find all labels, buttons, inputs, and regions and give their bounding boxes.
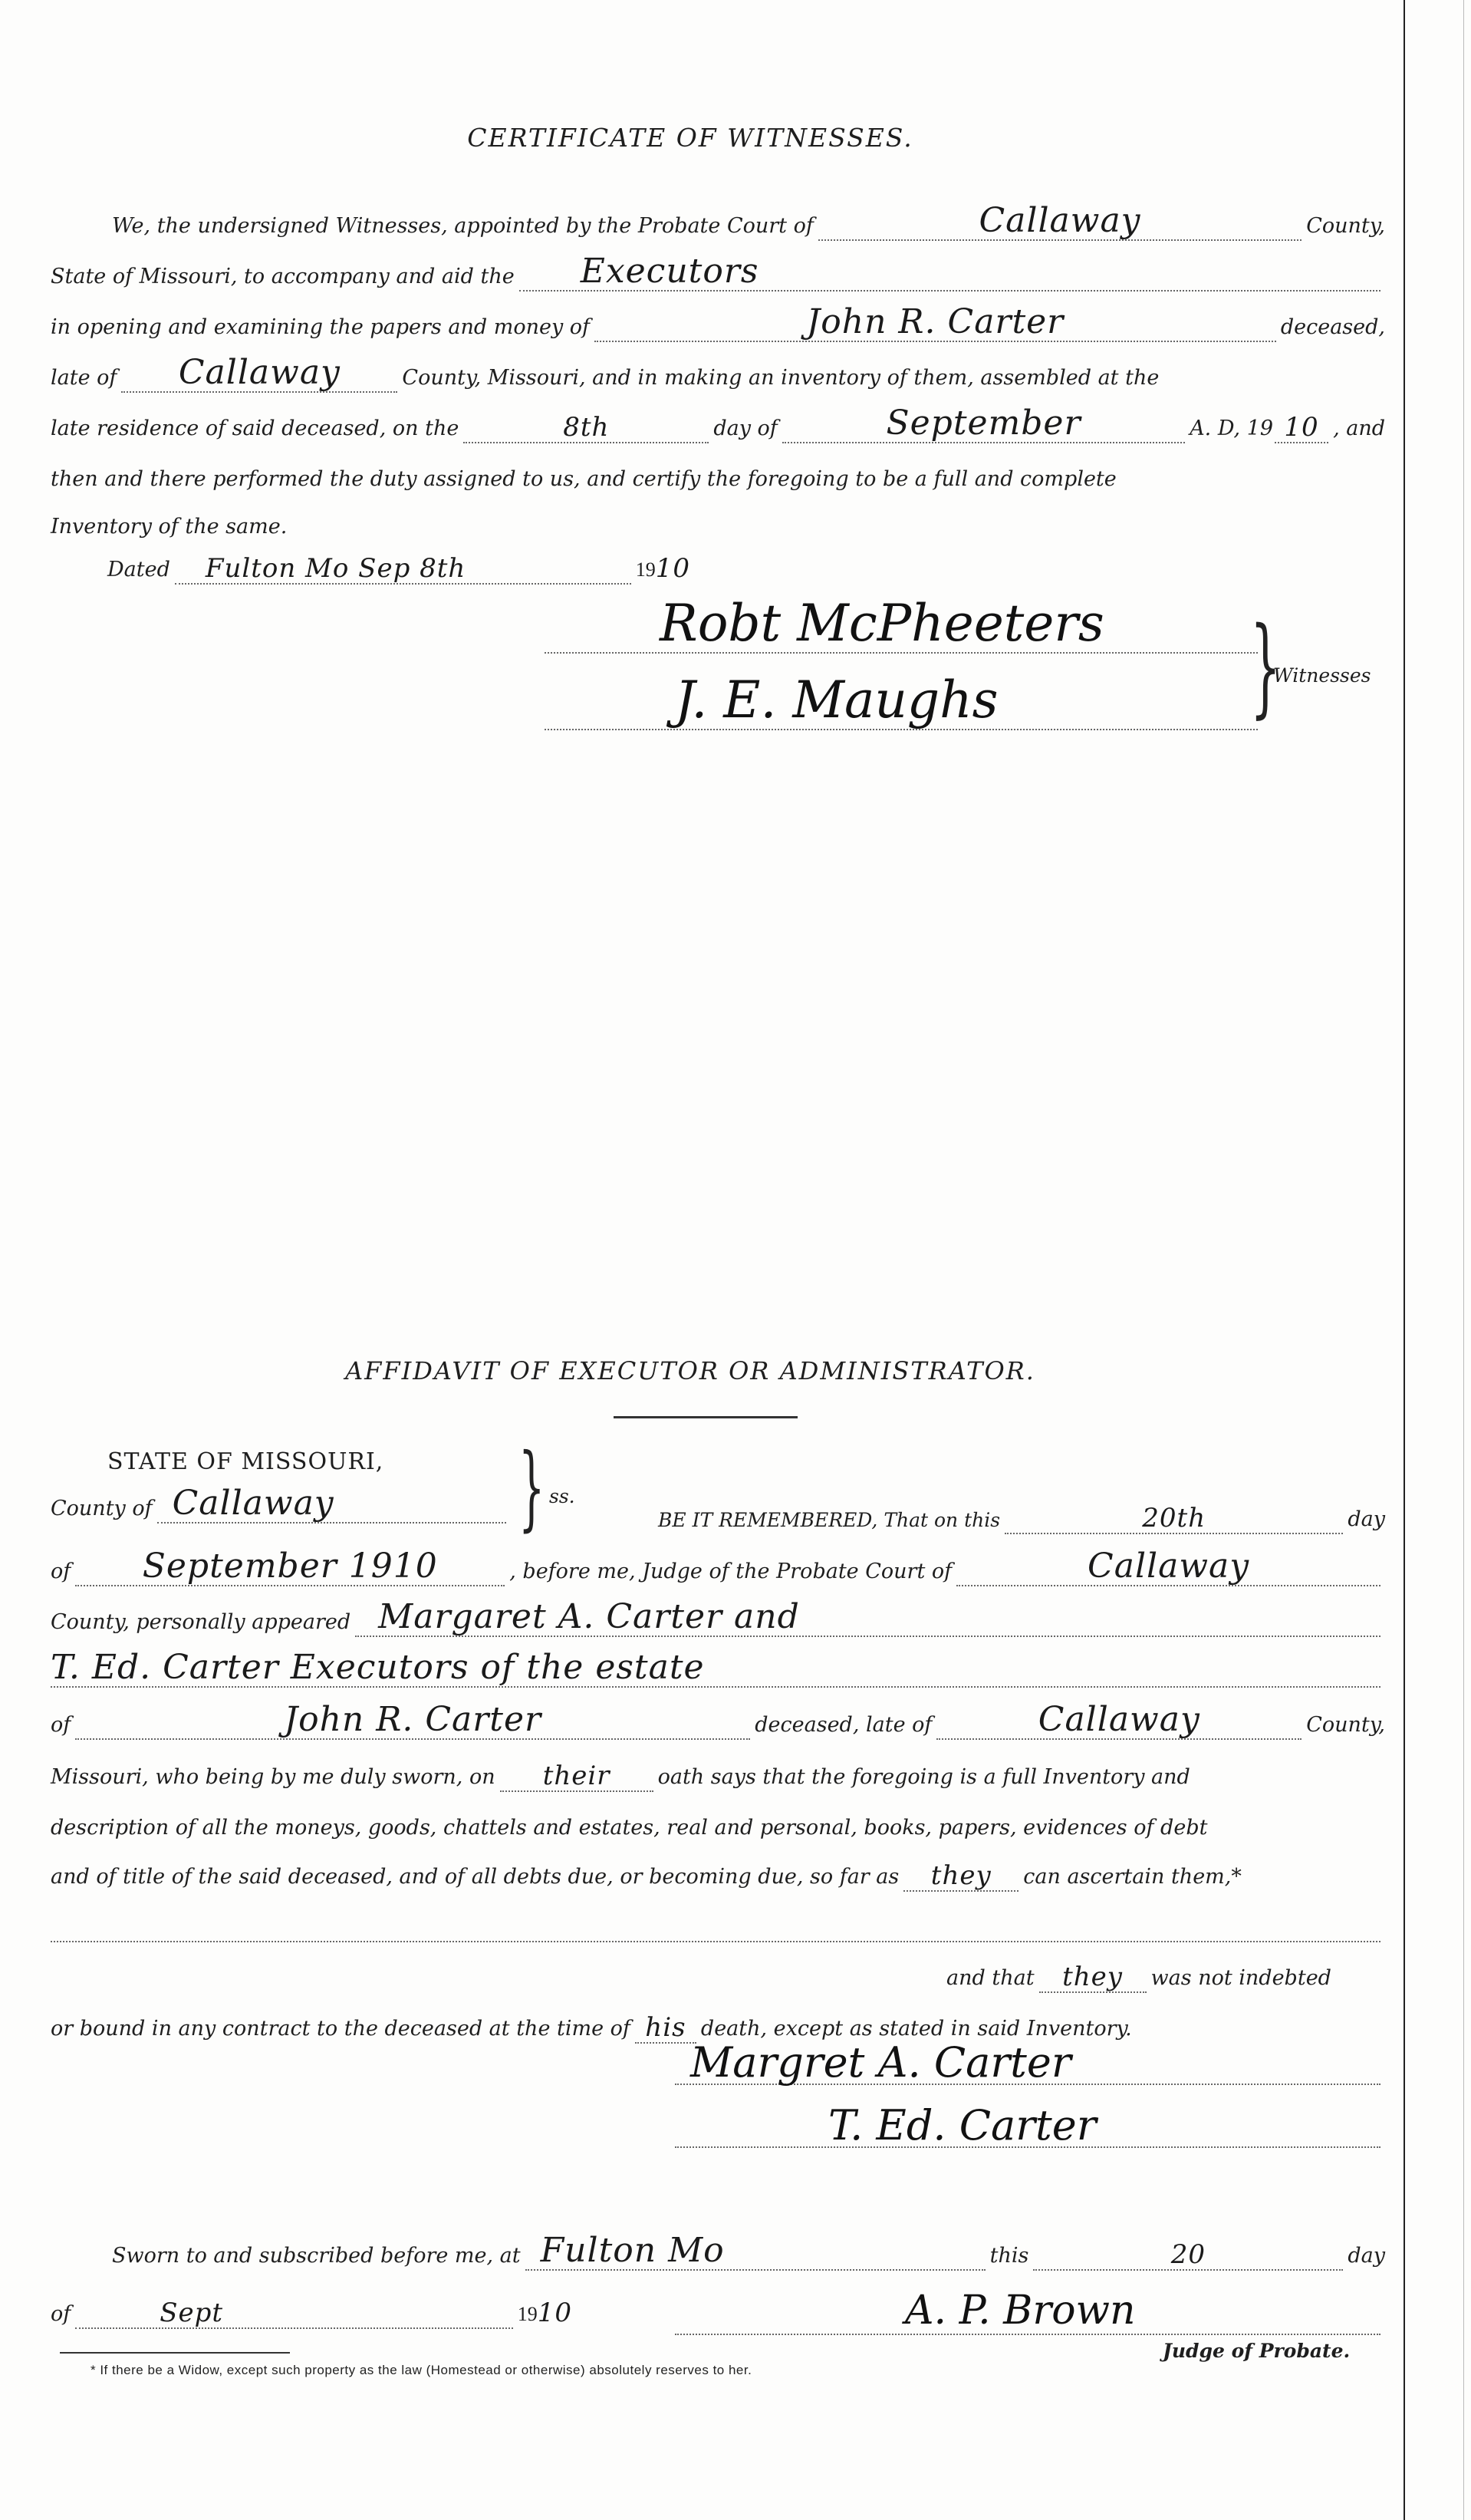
affidavit-line-8 xyxy=(51,1856,1385,1892)
deceased-handwriting: John R. Carter xyxy=(806,307,1065,341)
month-handwriting: September xyxy=(886,408,1081,443)
certificate-line-5 xyxy=(51,408,1385,443)
aff-deceased-handwriting: John R. Carter xyxy=(284,1705,542,1739)
they-1-field xyxy=(903,1856,1019,1892)
sub-day-label: day xyxy=(1348,2244,1385,2268)
bound-b: death, except as stated in said Inventory. xyxy=(700,2017,1132,2041)
witness-brace: } xyxy=(1250,604,1282,730)
month-field xyxy=(782,408,1185,443)
county-of-line xyxy=(51,1488,511,1524)
affidavit-line-4 xyxy=(51,1652,1385,1688)
cert-text: Inventory of the same. xyxy=(51,515,288,539)
day-handwriting: 8th xyxy=(563,412,610,443)
dated-year-suffix: 10 xyxy=(655,553,690,584)
affidavit-line-7 xyxy=(51,1807,1385,1843)
year-handwriting: 10 xyxy=(1284,412,1319,443)
cert-text: We, the undersigned Witnesses, appointed by the Probate Court of xyxy=(112,214,814,238)
sworn-b: oath says that the foregoing is a full Inventory and xyxy=(657,1765,1190,1789)
their-field xyxy=(500,1757,653,1792)
this-label: this xyxy=(989,2244,1029,2268)
sub-of-label: of xyxy=(51,2302,71,2326)
dated-handwriting: Fulton Mo Sep 8th xyxy=(205,553,466,584)
affidavit-line-10 xyxy=(946,1958,1385,1993)
certificate-line-7 xyxy=(51,506,1385,542)
right-margin-rule xyxy=(1404,0,1405,2520)
affidavit-line-6 xyxy=(51,1757,1385,1792)
year-field xyxy=(1275,408,1328,443)
cert-text: County, Missouri, and in making an inventory of them, assembled at the xyxy=(402,366,1160,390)
judge-line xyxy=(675,2334,1381,2335)
sub-day-field xyxy=(1033,2235,1343,2271)
ss-label: ss. xyxy=(549,1485,575,1507)
late-of-field xyxy=(121,357,397,393)
aff-county-field xyxy=(157,1488,506,1524)
their-handwriting: their xyxy=(542,1761,610,1791)
footnote-rule xyxy=(60,2352,290,2354)
late-of-handwriting: Callaway xyxy=(178,357,341,392)
late-county-field xyxy=(936,1705,1302,1740)
his-field xyxy=(635,2008,696,2044)
ss-brace: } xyxy=(518,1435,545,1541)
aff-of-label-2: of xyxy=(51,1713,71,1737)
county-handwriting: Callaway xyxy=(979,206,1141,240)
sub-of-line xyxy=(51,2294,572,2329)
appeared-1-handwriting: Margaret A. Carter and xyxy=(378,1602,800,1636)
certificate-line-3 xyxy=(51,307,1385,342)
day-field xyxy=(463,408,709,443)
and-that-label: and that xyxy=(946,1966,1035,1990)
executor-1-signature: Margret A. Carter xyxy=(690,2038,1071,2087)
subscribed-line xyxy=(112,2235,1385,2271)
edge-rule xyxy=(1463,0,1464,2520)
witness-2-signature: J. E. Maughs xyxy=(675,670,999,730)
bound-a: or bound in any contract to the deceased at the time of xyxy=(51,2017,630,2041)
sub-month-handwriting: Sept xyxy=(160,2298,224,2328)
judge-label: Judge of Probate. xyxy=(1163,2340,1351,2362)
sworn-a: Missouri, who being by me duly sworn, on xyxy=(51,1765,495,1789)
affidavit-title-rule xyxy=(614,1416,798,1418)
deceased-late-label: deceased, late of xyxy=(755,1713,933,1737)
appeared-2-field xyxy=(51,1652,1381,1688)
not-indebted-label: was not indebted xyxy=(1150,1966,1331,1990)
aff-county-handwriting: Callaway xyxy=(172,1488,334,1523)
certificate-title: CERTIFICATE OF WITNESSES. xyxy=(467,123,913,153)
affidavit-line-5 xyxy=(51,1705,1385,1740)
blank-field xyxy=(51,1907,1381,1942)
subscribed-label: Sworn to and subscribed before me, at xyxy=(112,2244,521,2268)
place-handwriting: Fulton Mo xyxy=(540,2235,725,2270)
desc-2b: can ascertain them,* xyxy=(1023,1865,1242,1889)
court-county-field xyxy=(956,1551,1381,1586)
month-year-field xyxy=(75,1551,505,1586)
sub-day-handwriting: 20 xyxy=(1170,2239,1206,2270)
aid-role-field xyxy=(519,256,1381,292)
remembered-line xyxy=(658,1499,1385,1534)
before-label: , before me, Judge of the Probate Court of xyxy=(509,1560,953,1583)
cert-text: County, xyxy=(1306,214,1385,238)
dated-field xyxy=(175,549,631,585)
affidavit-blank-line xyxy=(51,1907,1385,1942)
sub-year-prefix: 19 xyxy=(517,2303,538,2325)
county-of-label: County of xyxy=(51,1497,153,1520)
cert-text: late of xyxy=(51,366,117,390)
executor-2-signature: T. Ed. Carter xyxy=(828,2101,1097,2149)
aff-day-field xyxy=(1005,1499,1343,1534)
dated-label: Dated xyxy=(107,558,170,581)
certificate-line-2 xyxy=(51,256,1385,292)
cert-text: late residence of said deceased, on the xyxy=(51,417,459,440)
affidavit-line-2 xyxy=(51,1551,1385,1586)
appeared-2-handwriting: T. Ed. Carter Executors of the estate xyxy=(51,1652,705,1687)
state-label: STATE OF MISSOURI, xyxy=(107,1448,384,1475)
they-1-handwriting: they xyxy=(930,1860,992,1891)
witness-1-signature: Robt McPheeters xyxy=(660,594,1104,653)
affidavit-title: AFFIDAVIT OF EXECUTOR OR ADMINISTRATOR. xyxy=(345,1356,1035,1385)
cert-text: in opening and examining the papers and money of xyxy=(51,315,591,339)
desc-1: description of all the moneys, goods, chattels and estates, real and personal, books, papers, evidences of debt xyxy=(51,1816,1208,1840)
sub-month-field xyxy=(75,2294,512,2329)
footnote: * If there be a Widow, except such property as the law (Homestead or otherwise) absolutely reserves to her. xyxy=(90,2363,752,2377)
aff-day-handwriting: 20th xyxy=(1142,1503,1206,1533)
appeared-1-field xyxy=(355,1602,1381,1637)
remembered-label: BE IT REMEMBERED, That on this xyxy=(658,1509,1001,1531)
personally-label: County, personally appeared xyxy=(51,1610,351,1634)
desc-2a: and of title of the said deceased, and of all debts due, or becoming due, so far as xyxy=(51,1865,900,1889)
aff-of-label: of xyxy=(51,1560,71,1583)
cert-text: State of Missouri, to accompany and aid the xyxy=(51,265,515,288)
affidavit-line-3 xyxy=(51,1602,1385,1637)
county-field xyxy=(818,206,1302,241)
court-county-handwriting: Callaway xyxy=(1088,1551,1250,1586)
certificate-line-6 xyxy=(51,459,1385,494)
sub-year-suffix: 10 xyxy=(537,2298,572,2328)
deceased-field xyxy=(594,307,1276,342)
aff-deceased-field xyxy=(75,1705,750,1740)
witnesses-label: Witnesses xyxy=(1273,664,1371,687)
dated-line xyxy=(107,549,690,585)
they-2-field xyxy=(1039,1958,1147,1993)
county-label: County, xyxy=(1306,1713,1385,1737)
cert-text: day of xyxy=(713,417,778,440)
aid-role-handwriting: Executors xyxy=(580,256,759,291)
aff-day-label: day xyxy=(1348,1507,1385,1531)
cert-text: then and there performed the duty assigned to us, and certify the foregoing to be a full and complete xyxy=(51,467,1117,491)
cert-text: deceased, xyxy=(1280,315,1385,339)
month-year-handwriting: September 1910 xyxy=(142,1551,438,1586)
place-field xyxy=(525,2235,986,2271)
certificate-line-4 xyxy=(51,357,1385,393)
late-county-handwriting: Callaway xyxy=(1038,1705,1200,1739)
they-2-handwriting: they xyxy=(1062,1962,1123,1992)
cert-text: , and xyxy=(1333,417,1385,440)
dated-year-prefix: 19 xyxy=(635,558,656,581)
cert-text: A. D, 19 xyxy=(1190,417,1274,440)
judge-signature: A. P. Brown xyxy=(905,2288,1136,2334)
certificate-line-1 xyxy=(51,206,1385,241)
his-handwriting: his xyxy=(645,2012,686,2043)
